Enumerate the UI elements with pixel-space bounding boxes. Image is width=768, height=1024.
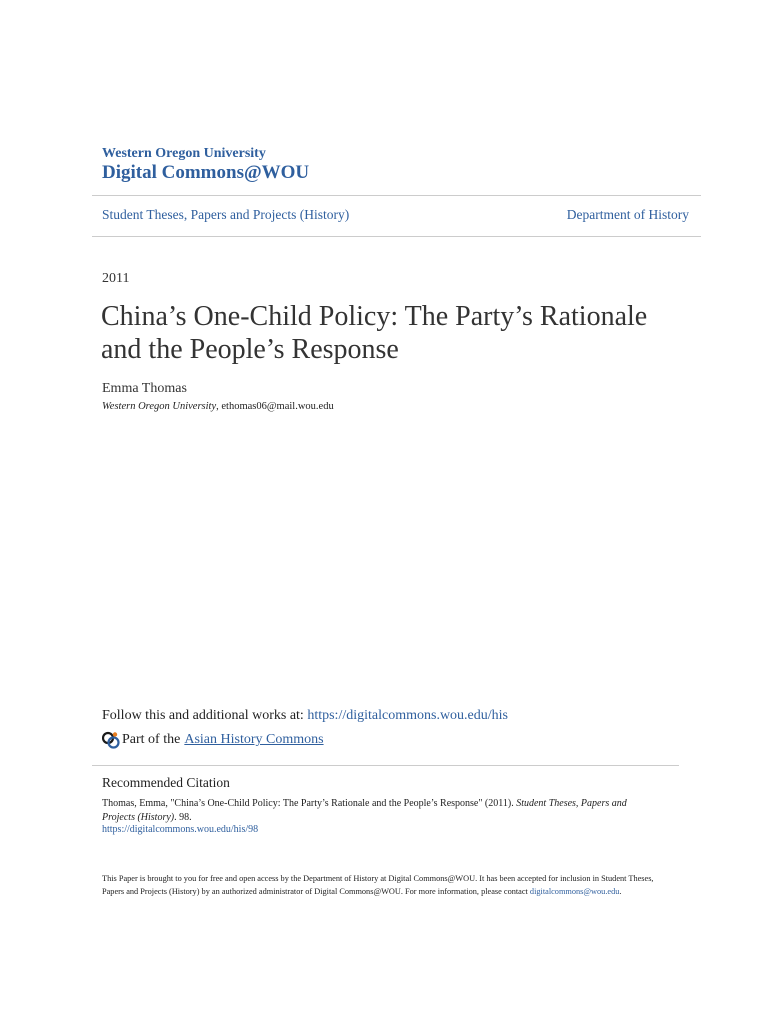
author-name: Emma Thomas <box>102 381 187 396</box>
author-affiliation <box>102 401 334 412</box>
asian-history-commons-link[interactable]: Asian History Commons <box>184 732 324 747</box>
notice-end: . <box>619 887 622 896</box>
citation-text <box>102 797 662 824</box>
department-link[interactable]: Department of History <box>566 207 689 222</box>
site-name[interactable]: Digital Commons@WOU <box>102 162 310 183</box>
citation-series: Student Theses, Papers and Projects (History) <box>102 798 627 823</box>
author-email: , ethomas06@mail.wou.edu <box>216 401 334 412</box>
access-notice <box>102 872 672 898</box>
part-of-line <box>102 731 324 749</box>
follow-line <box>102 708 508 724</box>
citation-suffix: . 98. <box>174 811 192 823</box>
publication-year: 2011 <box>102 271 130 286</box>
paper-title: China’s One-Child Policy: The Party’s Rationale and the People’s Response <box>101 301 648 365</box>
citation-divider <box>92 765 679 766</box>
follow-label: Follow this and additional works at: <box>102 708 308 723</box>
nav-divider <box>92 236 701 237</box>
collection-link[interactable]: Student Theses, Papers and Projects (History) <box>102 207 350 222</box>
citation-heading: Recommended Citation <box>102 775 230 790</box>
notice-text: This Paper is brought to you for free and open access by the Department of History at Digital Commons@WOU. It has been accepted for inclusion in Student Theses, Papers and Projects (History) by an authorized administrator of Digital Commons@WOU. For more information, please contact <box>102 874 654 896</box>
commons-network-icon <box>102 731 120 749</box>
contact-email-link[interactable]: digitalcommons@wou.edu <box>529 887 620 896</box>
citation-url-link[interactable]: https://digitalcommons.wou.edu/his/98 <box>102 824 259 835</box>
affiliation-name: Western Oregon University <box>102 401 217 412</box>
part-of-label: Part of the <box>122 732 181 747</box>
citation-prefix: Thomas, Emma, "China’s One-Child Policy: The Party’s Rationale and the People’s Response" (2011). <box>102 798 517 809</box>
follow-url-link[interactable]: https://digitalcommons.wou.edu/his <box>307 708 508 723</box>
institution-name: Western Oregon University <box>102 146 266 161</box>
header-divider <box>92 195 701 196</box>
